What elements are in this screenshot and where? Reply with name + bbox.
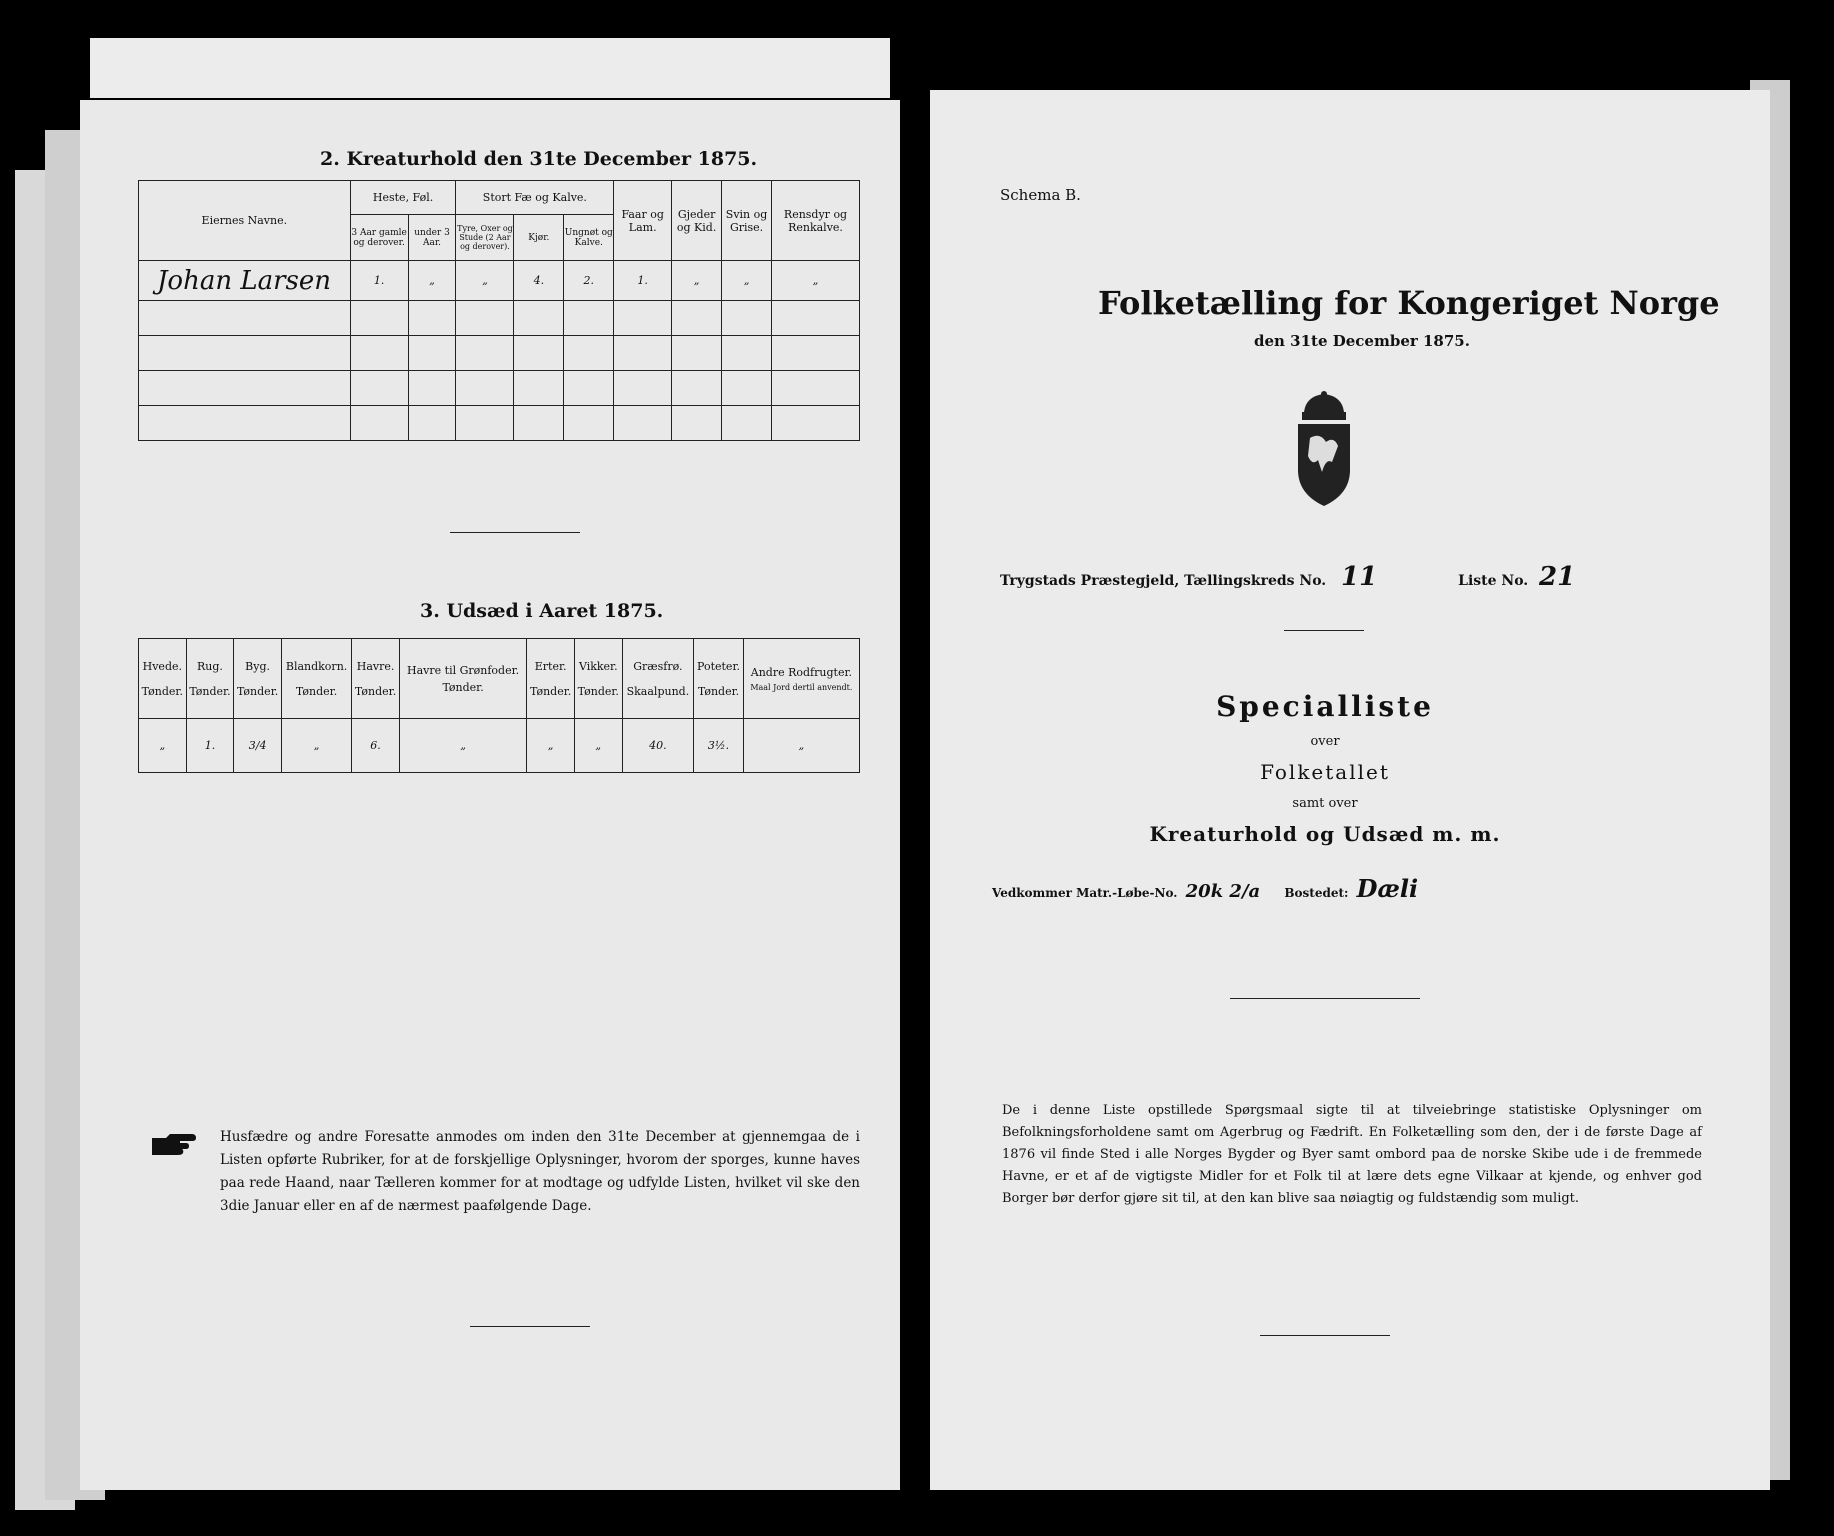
bosted-label: Bostedet:: [1284, 886, 1349, 900]
table-row: [139, 261, 860, 301]
col-rug: Rug. Tønder.: [186, 639, 234, 719]
explanatory-note: De i denne Liste opstillede Spørgsmaal sigte til at tilveiebringe statistiske Oplysninger om Befolkningsforholdene samt om Agerbrug og Fædrift. En Folketælling som den, der i de første Dage af 1876 vil finde Sted i alle Norges Bygder og Byer samt ombord paa de norske Skibe ude i de fremmede Havne, er et af de vigtigste Midler for et Folk til at lære dets egne Vilkaar at kjende, og enhver god Borger bør derfor gjøre sit til, at den kan blive saa nøiagtig og fuldstændig som muligt.: [1002, 1103, 1702, 1206]
divider: [470, 1326, 590, 1327]
cell-heste-under3: „: [408, 261, 456, 301]
footnote: Husfædre og andre Foresatte anmodes om inden den 31te December at gjennemgaa de i Listen opførte Rubriker, for at de forskjellige Oplysninger, hvorom der sporges, kunne haves paa rede Haand, naar Tælleren kommer for at modtage og udfylde Listen, hvilket vil ske den 3die Januar eller en af de nærmest paafølgende Dage.: [220, 1129, 860, 1214]
specialliste-heading: Specialliste: [1216, 690, 1434, 723]
seed-table: [138, 638, 860, 773]
folketallet-heading: Folketallet: [1260, 760, 1390, 784]
samt-over-text: samt over: [1292, 796, 1358, 811]
bosted-value: Dæli: [1356, 874, 1419, 903]
cell-heste-3aar: 1.: [350, 261, 408, 301]
section3-title: 3. Udsæd i Aaret 1875.: [420, 600, 664, 622]
col-erter: Erter. Tønder.: [527, 639, 575, 719]
cell-rug: 1.: [186, 719, 234, 773]
cell-erter: „: [527, 719, 575, 773]
census-date: den 31te December 1875.: [1254, 332, 1470, 350]
liste-number: 21: [1539, 562, 1576, 592]
pointing-hand-icon: [150, 1132, 198, 1156]
col-rensdyr: Rensdyr og Renkalve.: [772, 181, 860, 261]
table-row: [139, 719, 860, 773]
liste-label: Liste No.: [1458, 573, 1529, 589]
over-text: over: [1310, 734, 1340, 749]
table-row: [139, 301, 860, 336]
col-faar: Faar og Lam.: [614, 181, 672, 261]
cell-hvede: „: [139, 719, 187, 773]
col-vikker: Vikker. Tønder.: [574, 639, 622, 719]
cell-blandkorn: „: [281, 719, 351, 773]
col-gjeder: Gjeder og Kid.: [672, 181, 722, 261]
cell-tyre: „: [456, 261, 514, 301]
cell-svin: „: [722, 261, 772, 301]
cell-andre-rodfrugter: „: [743, 719, 859, 773]
census-title: Folketælling for Kongeriget Norge: [1098, 284, 1720, 322]
district-line: [1000, 562, 1575, 592]
divider: [450, 532, 580, 533]
table-row: [139, 406, 860, 441]
col-graesfro: Græsfrø. Skaalpund.: [622, 639, 694, 719]
cell-graesfro: 40.: [622, 719, 694, 773]
cell-poteter: 3½.: [694, 719, 744, 773]
col-poteter: Poteter. Tønder.: [694, 639, 744, 719]
matr-line: [992, 874, 1418, 903]
livestock-table: [138, 180, 860, 441]
col-blandkorn: Blandkorn. Tønder.: [281, 639, 351, 719]
col-byg: Byg. Tønder.: [234, 639, 282, 719]
cell-havre: 6.: [352, 719, 400, 773]
cell-ungnot: 2.: [564, 261, 614, 301]
section2-title: 2. Kreaturhold den 31te December 1875.: [320, 148, 758, 170]
cell-vikker: „: [574, 719, 622, 773]
cell-rensdyr: „: [772, 261, 860, 301]
kreds-number: 11: [1341, 562, 1378, 592]
table-row: [139, 336, 860, 371]
col-ungnot: Ungnøt og Kalve.: [564, 215, 614, 261]
left-page: [80, 100, 900, 1490]
col-kjor: Kjør.: [514, 215, 564, 261]
divider: [1230, 998, 1420, 999]
cell-kjor: 4.: [514, 261, 564, 301]
schema-label: Schema B.: [1000, 186, 1081, 204]
col-heste-under3: under 3 Aar.: [408, 215, 456, 261]
col-stort-fae: Stort Fæ og Kalve.: [456, 181, 614, 215]
matr-number: 20k 2/a: [1185, 881, 1261, 902]
cell-gjeder: „: [672, 261, 722, 301]
prestegjeld-label: Trygstads Præstegjeld, Tællingskreds No.: [1000, 573, 1327, 589]
divider: [1260, 1335, 1390, 1336]
background-sheet: [90, 38, 890, 98]
col-havre-gronfoder: Havre til Grønfoder. Tønder.: [399, 639, 526, 719]
col-havre: Havre. Tønder.: [352, 639, 400, 719]
col-hvede: Hvede. Tønder.: [139, 639, 187, 719]
coat-of-arms-icon: [1292, 390, 1356, 510]
divider: [1284, 630, 1364, 631]
cell-havre-gronfoder: „: [399, 719, 526, 773]
matr-label: Vedkommer Matr.-Løbe-No.: [992, 886, 1178, 900]
col-owner-name: Eiernes Navne.: [139, 181, 351, 261]
cell-byg: 3/4: [234, 719, 282, 773]
col-andre-rodfrugter: Andre Rodfrugter. Maal Jord dertil anvendt.: [743, 639, 859, 719]
col-tyre: Tyre, Oxer og Stude (2 Aar og derover).: [456, 215, 514, 261]
col-heste-3aar: 3 Aar gamle og derover.: [350, 215, 408, 261]
cell-faar: 1.: [614, 261, 672, 301]
kreaturhold-heading: Kreaturhold og Udsæd m. m.: [1149, 822, 1501, 846]
owner-name: Johan Larsen: [139, 261, 351, 301]
col-heste: Heste, Føl.: [350, 181, 456, 215]
table-row: [139, 371, 860, 406]
right-page: [930, 90, 1770, 1490]
col-svin: Svin og Grise.: [722, 181, 772, 261]
